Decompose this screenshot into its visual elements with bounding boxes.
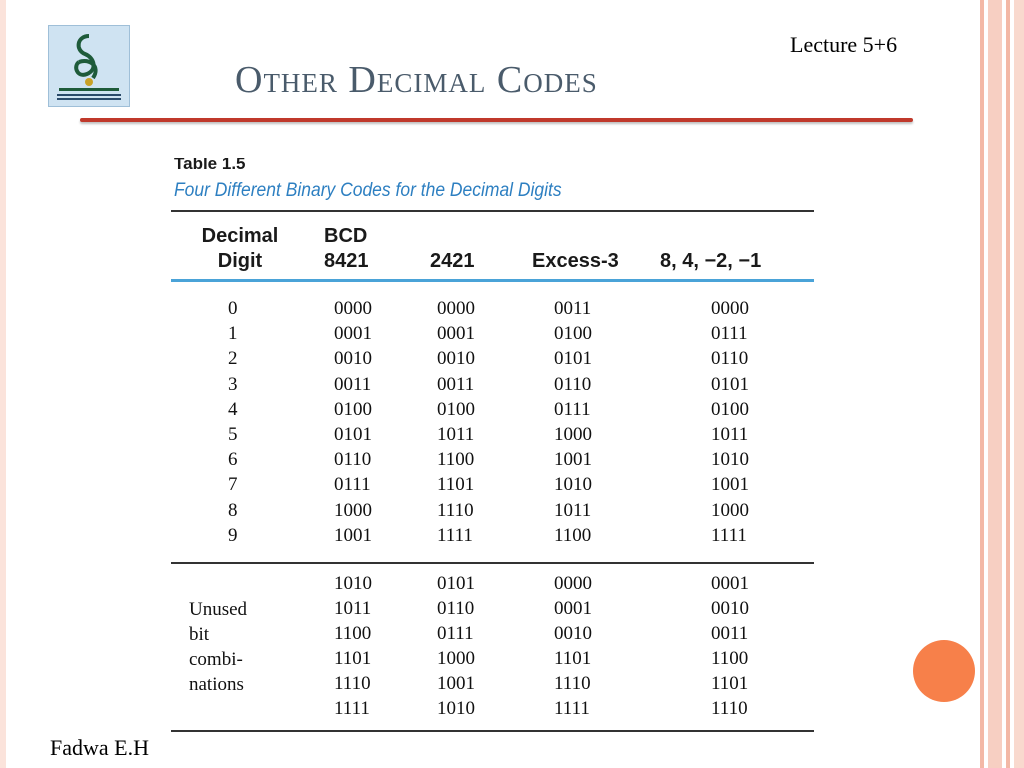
code-cell: 1011	[437, 424, 475, 445]
code-cell: 1100	[554, 524, 592, 546]
lecture-label: Lecture 5+6	[790, 32, 898, 57]
right-decorative-stripes	[978, 0, 1024, 768]
header-2421: 2421	[430, 250, 475, 272]
unused-label-line: nations	[189, 674, 244, 695]
code-cell: 1110	[437, 499, 474, 521]
code-cell: 1101	[437, 474, 475, 496]
digit-cell: 3	[228, 373, 238, 395]
unused-code-cell: 0111	[437, 623, 474, 644]
unused-code-cell: 1011	[334, 598, 372, 619]
codes-table	[168, 158, 818, 738]
table-number: Table 1.5	[174, 158, 246, 170]
unused-code-cell: 0001	[554, 598, 592, 619]
code-cell: 1100	[437, 449, 475, 471]
code-cell: 1010	[711, 449, 749, 471]
code-cell: 0101	[711, 373, 749, 395]
title-underline	[80, 118, 913, 122]
code-cell: 1111	[437, 524, 473, 546]
unused-code-cell: 1101	[711, 673, 749, 694]
code-cell: 0000	[334, 298, 372, 319]
digit-cell: 5	[228, 424, 238, 445]
code-cell: 1000	[711, 499, 749, 521]
unused-code-cell: 1111	[334, 698, 370, 719]
digit-cell: 9	[228, 524, 238, 546]
code-cell: 0000	[711, 298, 749, 319]
code-cell: 0100	[334, 398, 372, 420]
unused-code-cell: 0010	[554, 623, 592, 644]
table-bottom-rule	[171, 730, 814, 732]
header-bcd	[324, 224, 384, 274]
stripe	[980, 0, 984, 768]
code-cell: 0110	[334, 449, 372, 471]
code-cell: 0001	[437, 323, 475, 345]
code-cell: 0100	[554, 323, 592, 345]
unused-code-cell: 1111	[554, 698, 590, 719]
unused-code-cell: 1101	[334, 648, 372, 669]
unused-code-cell: 1010	[334, 573, 372, 594]
digit-cell: 2	[228, 348, 238, 370]
unused-code-cell: 1100	[711, 648, 749, 669]
unused-section-rule	[171, 562, 814, 564]
unused-code-cell: 1010	[437, 698, 475, 719]
code-cell: 0010	[437, 348, 475, 370]
header-bcd-line2: 8421	[324, 250, 369, 272]
decorative-orange-circle	[913, 640, 975, 702]
code-cell: 1010	[554, 474, 592, 496]
unused-code-cell: 0001	[711, 573, 749, 594]
unused-code-cell: 0011	[711, 623, 749, 644]
header-decimal	[190, 224, 290, 274]
code-cell: 0001	[334, 323, 372, 345]
code-cell: 1011	[554, 499, 592, 521]
unused-code-cell: 0110	[437, 598, 475, 619]
unused-code-cell: 0010	[711, 598, 749, 619]
code-cell: 0101	[334, 424, 372, 445]
header-rule	[171, 279, 814, 282]
code-cell: 0000	[437, 298, 475, 319]
digit-cell: 6	[228, 449, 238, 471]
stripe	[1014, 0, 1024, 768]
unused-code-cell: 1001	[437, 673, 475, 694]
header-bcd-line1: BCD	[324, 225, 368, 247]
unused-label-line: combi-	[189, 649, 243, 670]
unused-code-cell: 1110	[334, 673, 371, 694]
code-cell: 1001	[334, 524, 372, 546]
unused-code-cell: 1000	[437, 648, 475, 669]
code-cell: 0100	[711, 398, 749, 420]
code-cell: 0010	[334, 348, 372, 370]
stripe	[1006, 0, 1010, 768]
code-cell: 0011	[554, 298, 592, 319]
header-decimal-line1: Decimal	[201, 225, 279, 247]
code-cell: 0110	[711, 348, 749, 370]
author-footer: Fadwa E.H	[50, 735, 149, 760]
unused-label-line: Unused	[189, 599, 248, 620]
code-cell: 1001	[711, 474, 749, 496]
digit-cell: 7	[228, 474, 238, 496]
code-cell: 0011	[334, 373, 372, 395]
unused-code-cell: 0000	[554, 573, 592, 594]
unused-code-cell: 1100	[334, 623, 372, 644]
unused-code-cell: 1110	[554, 673, 591, 694]
code-cell: 0110	[554, 373, 592, 395]
code-cell: 0100	[437, 398, 475, 420]
digit-cell: 4	[228, 398, 238, 420]
university-logo-icon	[48, 25, 130, 107]
code-cell: 1111	[711, 524, 747, 546]
unused-label-line: bit	[189, 624, 210, 645]
code-cell: 0111	[711, 323, 748, 345]
stripe	[988, 0, 1002, 768]
digit-cell: 8	[228, 499, 238, 521]
slide-title: Other Decimal Codes	[235, 59, 598, 101]
code-cell: 0011	[437, 373, 475, 395]
code-cell: 0111	[334, 474, 371, 496]
header-decimal-line2: Digit	[217, 250, 263, 272]
header-84-2-1: 8, 4, −2, −1	[660, 250, 762, 272]
code-cell: 1001	[554, 449, 592, 471]
unused-code-cell: 0101	[437, 573, 475, 594]
unused-code-cell: 1101	[554, 648, 592, 669]
digit-cell: 0	[228, 298, 238, 319]
table-top-rule	[171, 210, 814, 212]
code-cell: 1000	[554, 424, 592, 445]
code-cell: 1000	[334, 499, 372, 521]
unused-code-cell: 1110	[711, 698, 748, 719]
left-border-stripe	[0, 0, 6, 768]
header-excess3: Excess-3	[532, 250, 619, 272]
table-caption: Four Different Binary Codes for the Decimal Digits	[174, 180, 562, 201]
code-cell: 0111	[554, 398, 591, 420]
code-cell: 1011	[711, 424, 749, 445]
code-cell: 0101	[554, 348, 592, 370]
digit-cell: 1	[228, 323, 238, 345]
